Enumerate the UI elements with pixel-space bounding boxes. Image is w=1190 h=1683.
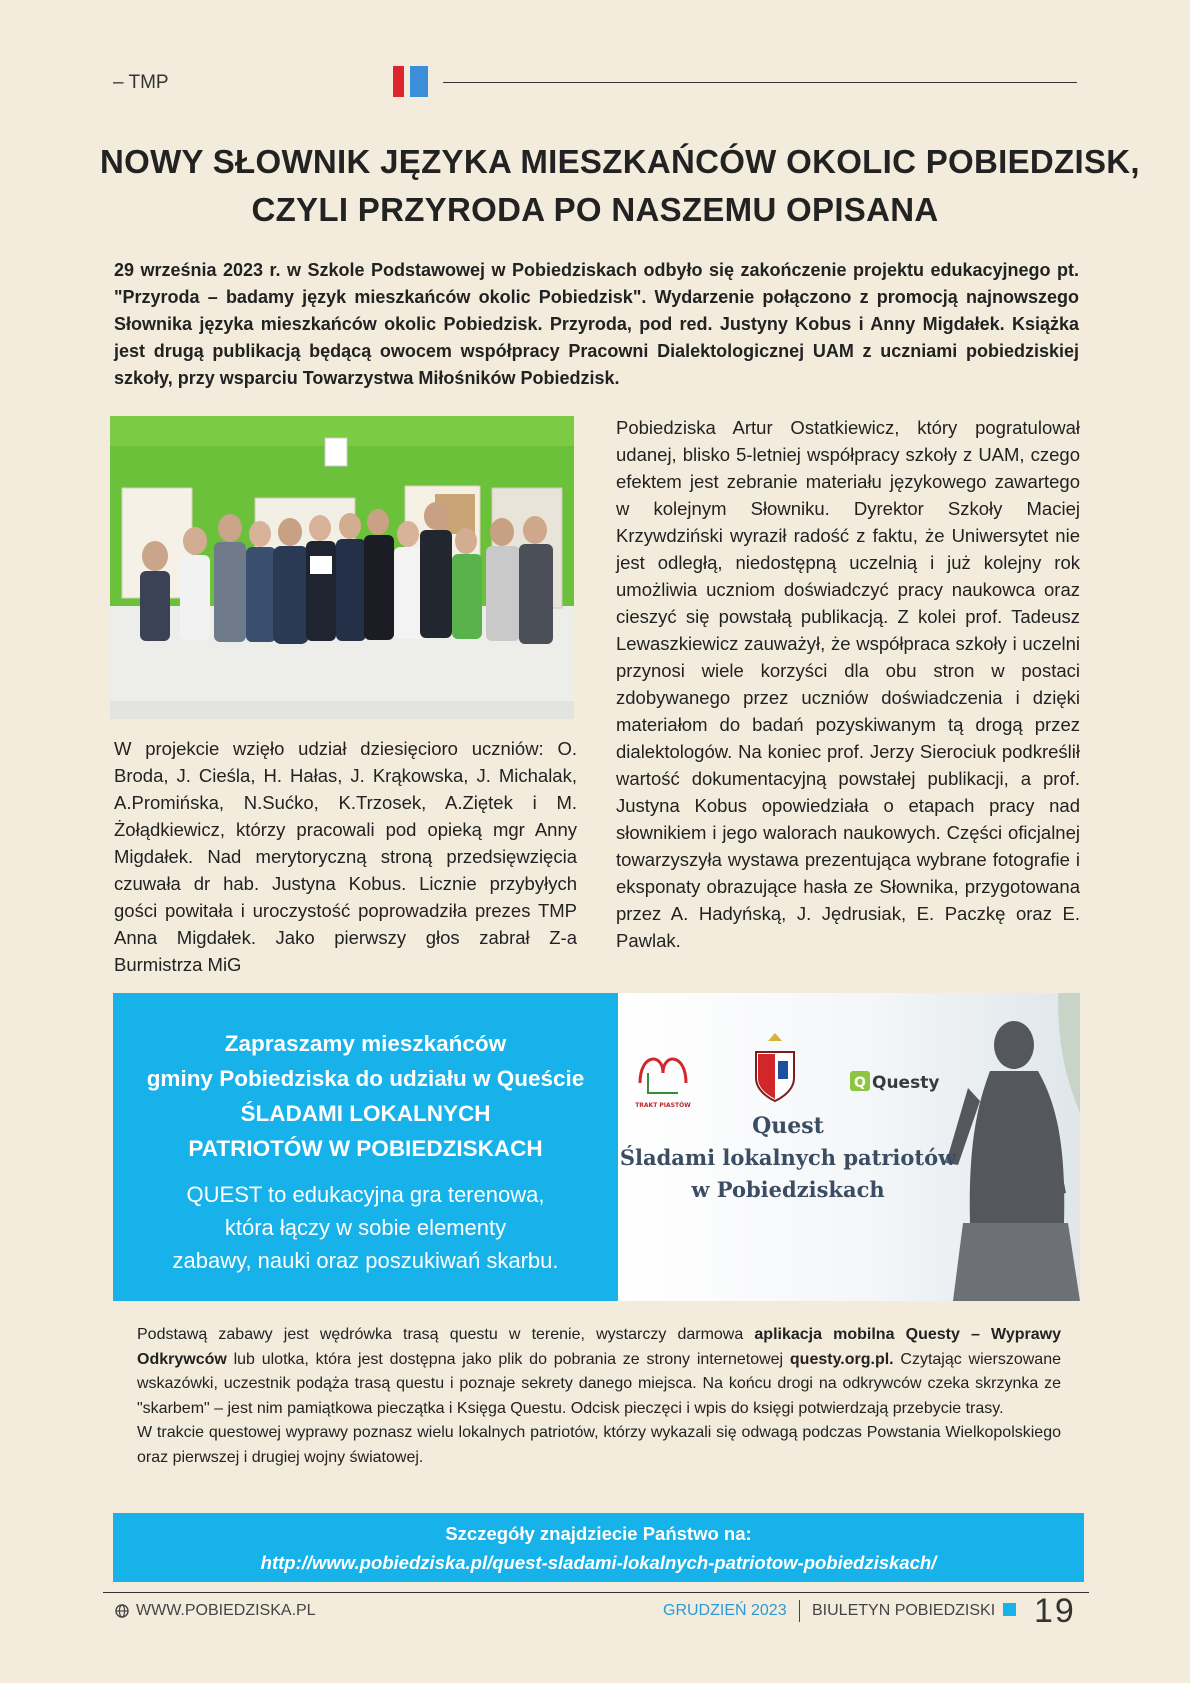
quest-title-line: ŚLADAMI LOKALNYCH: [240, 1101, 491, 1126]
website-text: WWW.POBIEDZISKA.PL: [136, 1602, 316, 1619]
footer-separator: [799, 1600, 800, 1622]
quest-desc-line: QUEST to edukacyjna gra terenowa,: [186, 1182, 545, 1207]
headline-line-2: CZYLI PRZYRODA PO NASZEMU OPISANA: [251, 191, 939, 228]
details-label: Szczegóły znajdziecie Państwo na:: [445, 1523, 752, 1544]
text-span: lub ulotka, która jest dostępna jako plik do pobrania ze strony internetowej: [226, 1350, 790, 1368]
website-link[interactable]: questy.org.pl.: [789, 1350, 894, 1368]
statue-image: [946, 1021, 1080, 1301]
coat-of-arms-icon: [756, 1033, 794, 1101]
group-photo: [110, 416, 574, 719]
footer-website[interactable]: [115, 1602, 316, 1620]
details-url-link[interactable]: http://www.pobiedziska.pl/quest-sladami-lokalnych-patriotow-pobiedziskach/: [260, 1552, 937, 1573]
details-banner: [113, 1513, 1084, 1582]
headline-line-1: NOWY SŁOWNIK JĘZYKA MIESZKAŃCÓW OKOLIC POBIEDZISK,: [100, 143, 1140, 180]
questy-logo-text: Questy: [872, 1073, 940, 1093]
quest-desc-line: zabawy, nauki oraz poszukiwań skarbu.: [172, 1248, 559, 1273]
quest-explanation: [137, 1323, 1061, 1470]
article-lead: 29 września 2023 r. w Szkole Podstawowej w Pobiedziskach odbyło się zakończenie projektu edukacyjnego pt. "Przyroda – badamy język mieszkańców okolic Pobiedzisk". Wydarzenie połączono z promocją najnowszego Słownika języka mieszkańców okolic Pobiedzisk. Przyroda, pod red. Justyny Kobus i Anny Migdałek. Książka jest drugą publikacją będącą owocem współpracy Pracowni Dialektologicznej UAM z uczniami pobiedziskiej szkoły, przy wsparciu Towarzystwa Miłośników Pobiedzisk.: [114, 260, 1079, 388]
header-divider: [443, 82, 1077, 83]
quest-desc-line: która łączy w sobie elementy: [224, 1215, 507, 1240]
quest-paragraph-1: [137, 1323, 1061, 1421]
quest-banner-title: [618, 1110, 958, 1206]
quest-paragraph-2: W trakcie questowej wyprawy poznasz wielu lokalnych patriotów, którzy wykazali się odwagą podczas Powstania Wielkopolskiego oraz pierwszej i drugiej wojny światowej.: [137, 1424, 1061, 1466]
footer-square-icon: [1003, 1603, 1016, 1616]
quest-title-line: Zapraszamy mieszkańców: [224, 1031, 507, 1056]
footer-issue-date: GRUDZIEŃ 2023: [663, 1602, 787, 1619]
quest-title-line: PATRIOTÓW W POBIEDZISKACH: [188, 1136, 543, 1161]
article-left-column: W projekcie wzięło udział dziesięcioro uczniów: O. Broda, J. Cieśla, H. Hałas, J. Krąkowska, J. Michalak, A.Promińska, N.Sućko, K.Trzosek, A.Ziętek i M. Żołądkiewicz, którzy pracowali pod opieką mgr Anny Migdałek. Nad merytoryczną stroną przedsięwzięcia czuwała dr hab. Justyna Kobus. Licznie przybyłych gości powitała i uroczystość poprowadziła prezes TMP Anna Migdałek. Jako pierwszy głos zabrał Z-a Burmistrza MiG: [114, 738, 577, 975]
footer-divider: [103, 1592, 1089, 1593]
trakt-piastow-text: TRAKT PIASTÓW: [635, 1102, 691, 1109]
quest-promo-box: [113, 993, 618, 1301]
trakt-piastow-logo: [635, 1059, 691, 1109]
app-name: aplikacja mobilna Questy – Wyprawy Odkrywców: [137, 1326, 1061, 1368]
quest-banner-line: w Pobiedziskach: [691, 1177, 885, 1202]
text-span: Czytając wierszowane wskazówki, uczestnik podąża trasą questu i poznaje sekrety danego miejsca. Na końcu drogi na odkrywców czeka skrzynka ze "skarbem" – jest nim pamiątkowa pieczątka i Księga Questu. Odcisk pieczęci i wpis do księgi potwierdzają przebycie trasy.: [137, 1350, 1061, 1417]
quest-title-line: gminy Pobiedziska do udziału w Queście: [146, 1066, 585, 1091]
article-headline: [100, 138, 1140, 234]
text-span: Podstawą zabawy jest wędrówka trasą questu w terenie, wystarczy darmowa: [137, 1326, 755, 1343]
quest-banner-word: Quest: [752, 1113, 824, 1139]
questy-logo: [850, 1071, 939, 1093]
article-right-column: Pobiedziska Artur Ostatkiewicz, który pogratulował udanej, blisko 5-letniej współpracy szkoły z UAM, czego efektem jest zebranie materiału językowego zawartego w kolejnym Słowniku. Dyrektor Szkoły Maciej Krzywdziński wyraził radość z faktu, że Uniwersytet nie jest odległą, niedostępną uczelnią i już kolejny rok umożliwia uczniom doświadczyć pracy naukowca oraz cieszyć się powstałą publikacją. Z kolei prof. Tadeusz Lewaszkiewicz zauważył, że współpraca szkoły i uczelni przynosi wiele korzyści dla obu stron w postaci zdobywanego przez uczniów doświadczenia i dzięki materiałom do badań pozyskiwanym tą drogą przez dialektologów. Na koniec prof. Jerzy Sierociuk podkreślił wartość dokumentacyjną powstałej publikacji, a prof. Justyna Kobus opowiedziała o etapach pracy nad słownikiem i jego walorach naukowych. Części oficjalnej towarzyszyła wystawa prezentująca wybrane fotografie i eksponaty obrazujące hasła ze Słownika, przygotowana przez A. Hadyńską, J. Jędrusiak, E. Paczkę oraz E. Pawlak.: [616, 417, 1080, 951]
globe-icon: [115, 1604, 129, 1618]
section-tag: – TMP: [113, 72, 169, 93]
footer-publication: BIULETYN POBIEDZISKI: [812, 1602, 996, 1619]
quest-banner-line: Śladami lokalnych patriotów: [619, 1145, 957, 1170]
page-number: 19: [1034, 1592, 1076, 1630]
quest-title: [113, 1026, 618, 1166]
flag-icon: [393, 66, 428, 97]
svg-text:Q: Q: [854, 1075, 866, 1091]
quest-banner-image: [618, 993, 1080, 1301]
quest-description: [113, 1178, 618, 1277]
